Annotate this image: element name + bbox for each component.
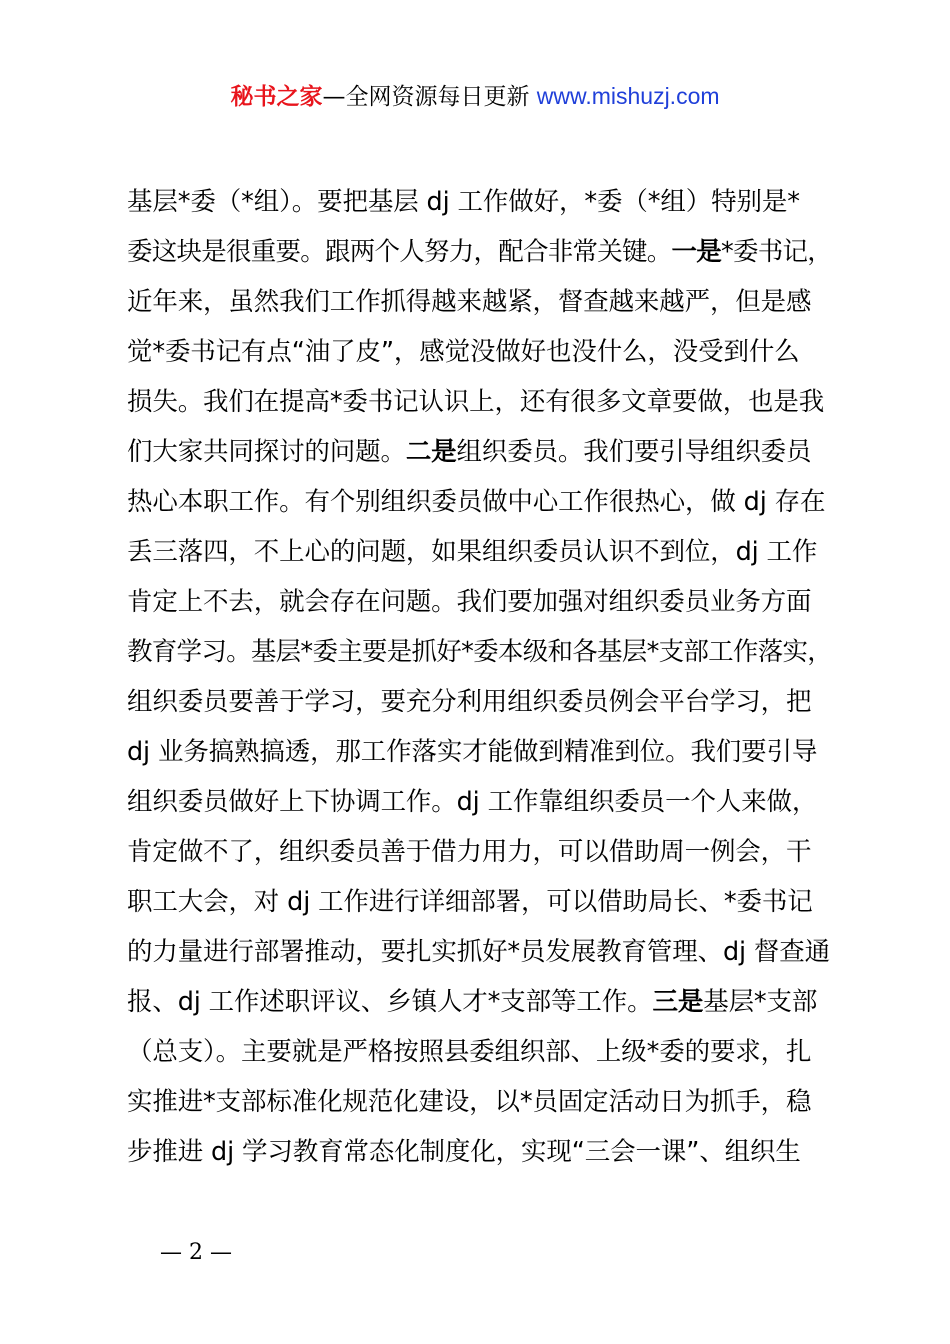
text-line xyxy=(127,184,837,234)
text-run: 损失。我们在提高*委书记认识上，还有很多文章要做，也是我 xyxy=(127,387,825,417)
site-tagline: —全网资源每日更新 xyxy=(322,84,537,110)
text-run: dj 业务搞熟搞透，那工作落实才能做到精准到位。我们要引导 xyxy=(127,737,818,767)
text-line xyxy=(127,934,837,984)
bold-marker: 三是 xyxy=(652,987,704,1017)
text-line xyxy=(127,984,837,1034)
text-line xyxy=(127,634,837,684)
text-line xyxy=(127,684,837,734)
site-brand: 秘书之家 xyxy=(230,84,323,110)
text-run: 肯定做不了，组织委员善于借力用力，可以借助周一例会，干 xyxy=(127,837,812,867)
text-line xyxy=(127,734,837,784)
text-run: （总支）。主要就是严格按照县委组织部、上级*委的要求，扎 xyxy=(127,1037,812,1067)
site-header xyxy=(0,80,950,113)
text-line xyxy=(127,284,837,334)
text-run: 近年来，虽然我们工作抓得越来越紧，督查越来越严，但是感 xyxy=(127,287,812,317)
bold-marker: 二是 xyxy=(405,437,457,467)
text-line xyxy=(127,1134,837,1184)
text-run: 组织委员。我们要引导组织委员 xyxy=(456,437,812,467)
site-url-link[interactable]: www.mishuzj.com xyxy=(536,83,720,109)
text-run: 基层*支部 xyxy=(703,987,818,1017)
text-run: 们大家共同探讨的问题。 xyxy=(127,437,406,467)
text-run: 肯定上不去，就会存在问题。我们要加强对组织委员业务方面 xyxy=(127,587,812,617)
page-number: — 2 — xyxy=(160,1240,232,1265)
text-line xyxy=(127,534,837,584)
text-line xyxy=(127,1084,837,1134)
text-line xyxy=(127,884,837,934)
text-run: 报、dj 工作述职评议、乡镇人才*支部等工作。 xyxy=(127,987,653,1017)
text-run: 丢三落四，不上心的问题，如果组织委员认识不到位，dj 工作 xyxy=(127,537,818,567)
text-run: 觉*委书记有点“油了皮”，感觉没做好也没什么，没受到什么 xyxy=(127,337,800,367)
bold-marker: 一是 xyxy=(671,237,722,267)
document-body xyxy=(127,184,837,1184)
text-run: 组织委员要善于学习，要充分利用组织委员例会平台学习，把 xyxy=(127,687,812,717)
text-run: 的力量进行部署推动，要扎实抓好*员发展教育管理、dj 督查通 xyxy=(127,937,830,967)
text-run: 教育学习。基层*委主要是抓好*委本级和各基层*支部工作落实， xyxy=(127,637,833,667)
text-run: 基层*委（*组）。要把基层 dj 工作做好，*委（*组）特别是* xyxy=(127,187,800,217)
text-run: 组织委员做好上下协调工作。dj 工作靠组织委员一个人来做， xyxy=(127,787,818,817)
text-line xyxy=(127,834,837,884)
text-line xyxy=(127,484,837,534)
text-line xyxy=(127,334,837,384)
text-run: 实推进*支部标准化规范化建设，以*员固定活动日为抓手，稳 xyxy=(127,1087,812,1117)
text-line xyxy=(127,384,837,434)
text-line xyxy=(127,784,837,834)
text-line xyxy=(127,434,837,484)
text-line xyxy=(127,584,837,634)
text-run: *委书记， xyxy=(721,237,833,267)
text-line xyxy=(127,234,837,284)
text-run: 职工大会，对 dj 工作进行详细部署，可以借助局长、*委书记 xyxy=(127,887,813,917)
text-run: 步推进 dj 学习教育常态化制度化，实现“三会一课”、组织生 xyxy=(127,1137,801,1167)
text-run: 委这块是很重要。跟两个人努力，配合非常关键。 xyxy=(127,237,672,267)
text-run: 热心本职工作。有个别组织委员做中心工作很热心，做 dj 存在 xyxy=(127,487,826,517)
text-line xyxy=(127,1034,837,1084)
